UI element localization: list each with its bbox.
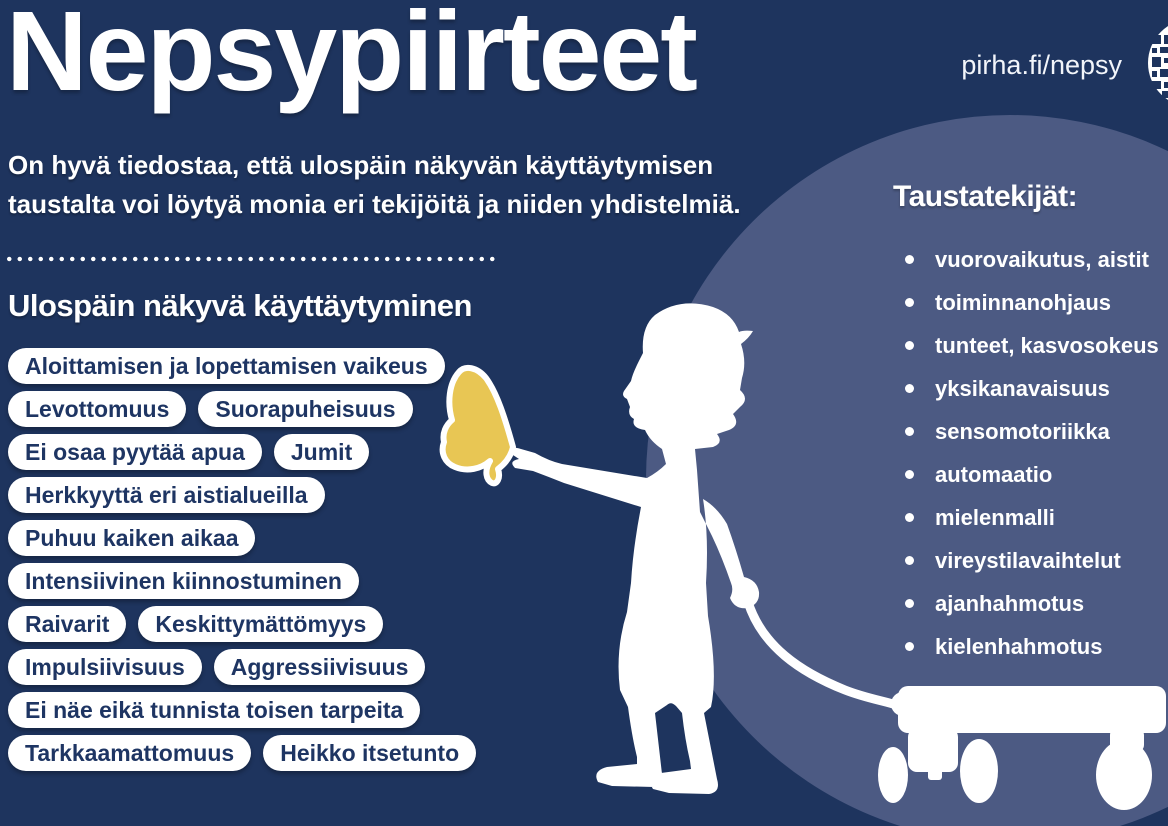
qr-code-icon: [1148, 19, 1168, 107]
behavior-tag-pill: Impulsiivisuus: [8, 649, 202, 685]
behavior-tag-pill: Keskittymättömyys: [138, 606, 383, 642]
background-factor-item: [893, 625, 1168, 668]
behavior-tag-row: [8, 391, 476, 427]
bullet-dot-icon: [905, 642, 914, 651]
behavior-tag-pill: Ei osaa pyytää apua: [8, 434, 262, 470]
behavior-tag-row: [8, 477, 476, 513]
intro-line-1: On hyvä tiedostaa, että ulospäin näkyvän käyttäytymisen: [8, 150, 714, 180]
behavior-tag-row: [8, 563, 476, 599]
dotted-divider: [4, 256, 498, 262]
behavior-tag-row: [8, 735, 476, 771]
page-title: Nepsypiirteet: [6, 0, 696, 114]
bullet-dot-icon: [905, 384, 914, 393]
background-factor-label: sensomotoriikka: [935, 418, 1110, 444]
background-factor-item: [893, 238, 1168, 281]
behavior-tag-row: [8, 520, 476, 556]
background-factor-label: automaatio: [935, 461, 1053, 487]
behavior-tag-pill: Ei näe eikä tunnista toisen tarpeita: [8, 692, 420, 728]
behavior-tag-pill: Aggressiivisuus: [214, 649, 426, 685]
behavior-tag-pill: Raivarit: [8, 606, 126, 642]
behavior-tag-pill: Tarkkaamattomuus: [8, 735, 251, 771]
bullet-dot-icon: [905, 556, 914, 565]
behavior-tag-row: [8, 649, 476, 685]
behavior-tag-pill: Aloittamisen ja lopettamisen vaikeus: [8, 348, 445, 384]
bullet-dot-icon: [905, 255, 914, 264]
behavior-tag-list: [8, 348, 476, 771]
factors-heading: Taustatekijät:: [893, 180, 1078, 213]
bullet-dot-icon: [905, 470, 914, 479]
behavior-tag-pill: Heikko itsetunto: [263, 735, 476, 771]
behavior-tag-pill: Puhuu kaiken aikaa: [8, 520, 255, 556]
background-factor-item: [893, 453, 1168, 496]
behavior-tag-pill: Intensiivinen kiinnostuminen: [8, 563, 359, 599]
site-url-link[interactable]: pirha.fi/nepsy: [961, 50, 1122, 80]
background-factor-item: [893, 539, 1168, 582]
background-factor-item: [893, 367, 1168, 410]
bullet-dot-icon: [905, 298, 914, 307]
background-factor-item: [893, 496, 1168, 539]
behavior-tag-row: [8, 434, 476, 470]
background-factor-item: [893, 324, 1168, 367]
background-factor-label: kielenhahmotus: [935, 633, 1103, 659]
background-factor-label: toiminnanohjaus: [935, 289, 1111, 315]
background-factor-label: ajanhahmotus: [935, 590, 1085, 616]
bullet-dot-icon: [905, 599, 914, 608]
intro-text: [8, 146, 768, 224]
behavior-tag-pill: Levottomuus: [8, 391, 186, 427]
background-factor-label: mielenmalli: [935, 504, 1055, 530]
bullet-dot-icon: [905, 341, 914, 350]
factors-list: [893, 238, 1168, 668]
behavior-section-heading: Ulospäin näkyvä käyttäytyminen: [8, 288, 472, 323]
bullet-dot-icon: [905, 427, 914, 436]
intro-line-2: taustalta voi löytyä monia eri tekijöitä ja niiden yhdistelmiä.: [8, 189, 741, 219]
behavior-tag-row: [8, 606, 476, 642]
factors-panel: [893, 180, 1168, 668]
background-factor-item: [893, 281, 1168, 324]
behavior-tag-pill: Suorapuheisuus: [198, 391, 412, 427]
behavior-tag-pill: Herkkyyttä eri aistialueilla: [8, 477, 325, 513]
behavior-tag-pill: Jumit: [274, 434, 369, 470]
background-factor-label: vuorovaikutus, aistit: [935, 246, 1149, 272]
behavior-tag-row: [8, 692, 476, 728]
bullet-dot-icon: [905, 513, 914, 522]
background-factor-item: [893, 582, 1168, 625]
background-factor-item: [893, 410, 1168, 453]
background-factor-label: vireystilavaihtelut: [935, 547, 1121, 573]
background-factor-label: yksikanavaisuus: [935, 375, 1110, 401]
background-factor-label: tunteet, kasvosokeus: [935, 332, 1159, 358]
behavior-tag-row: [8, 348, 476, 384]
